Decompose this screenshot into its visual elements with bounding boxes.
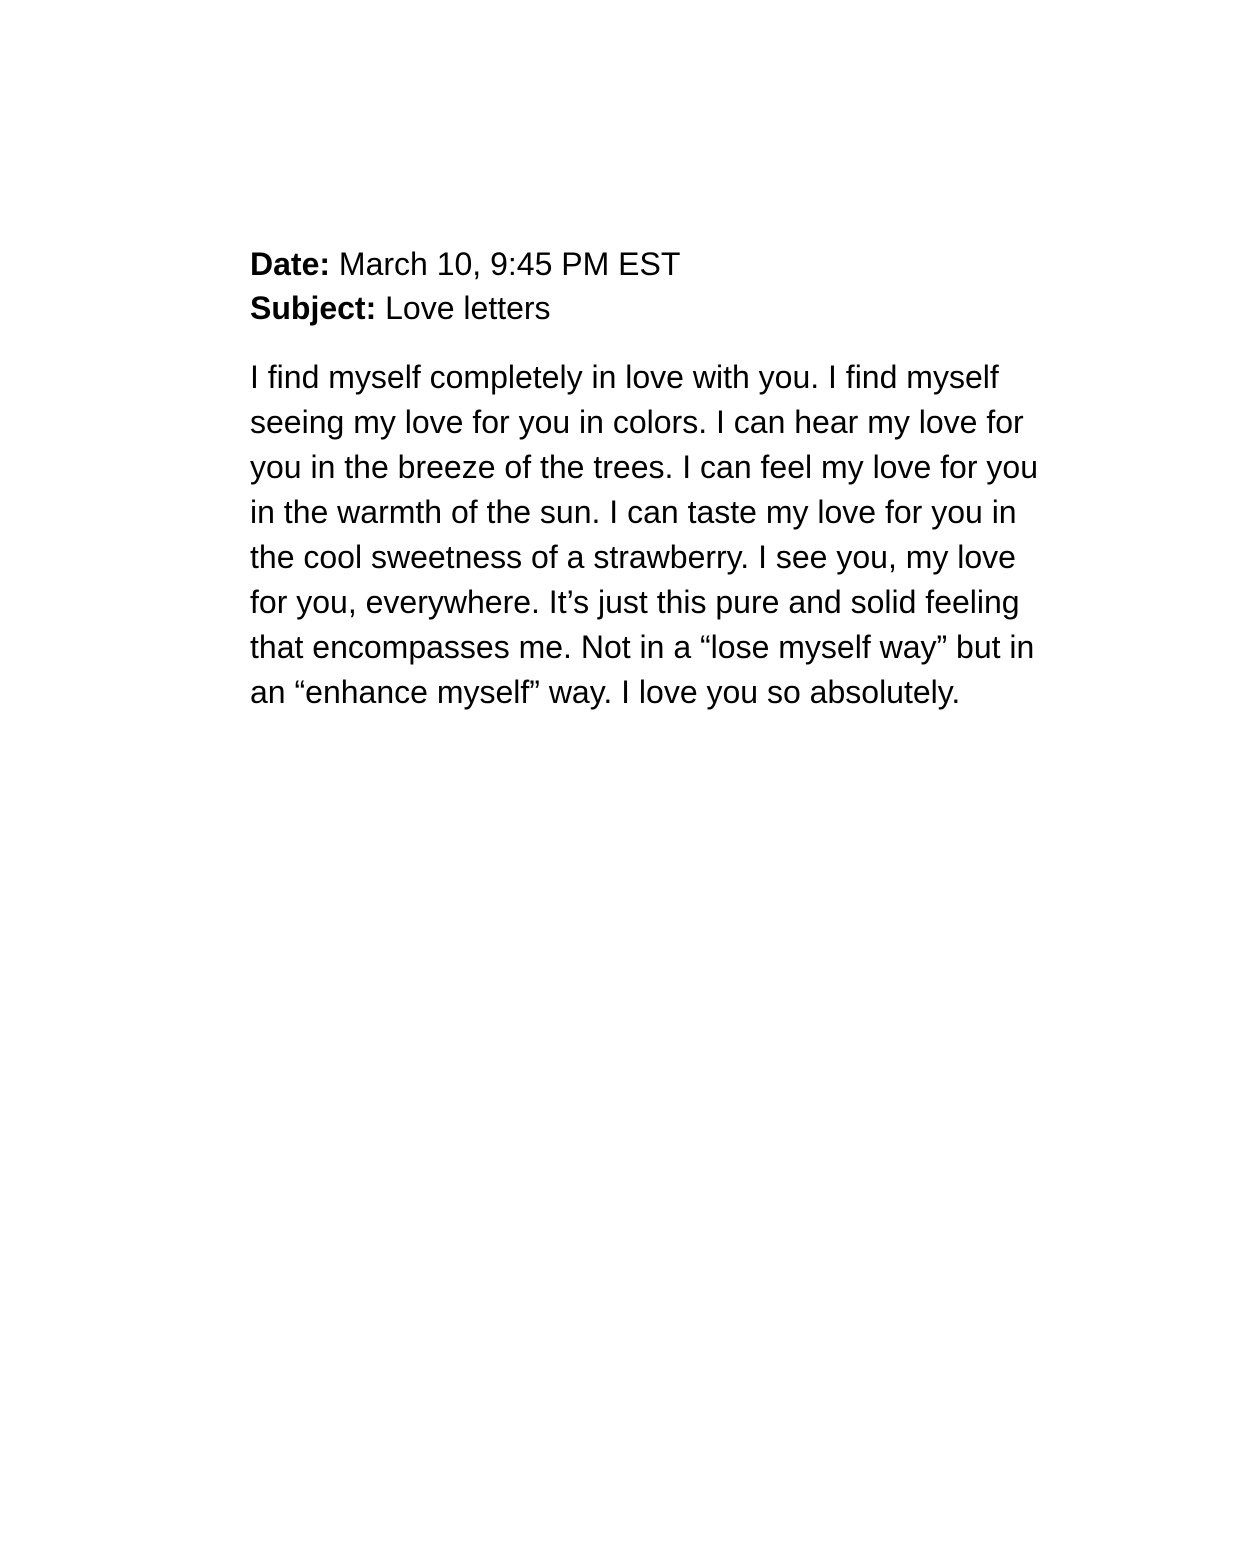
- date-label: Date:: [250, 246, 331, 282]
- date-line: [250, 242, 1080, 286]
- date-value: March 10, 9:45 PM EST: [338, 246, 681, 282]
- body-line: you in the breeze of the trees. I can feel my love for you: [250, 449, 1038, 485]
- letter-body: [250, 355, 1080, 715]
- body-line: that encompasses me. Not in a “lose myself way” but in: [250, 629, 1035, 665]
- subject-label: Subject:: [250, 290, 377, 326]
- subject-value: Love letters: [385, 290, 551, 326]
- body-line: in the warmth of the sun. I can taste my love for you in: [250, 494, 1017, 530]
- body-line: an “enhance myself” way. I love you so absolutely.: [250, 674, 961, 710]
- body-line: I find myself completely in love with you. I find myself: [250, 359, 999, 395]
- body-line: for you, everywhere. It’s just this pure and solid feeling: [250, 584, 1020, 620]
- body-line: the cool sweetness of a strawberry. I see you, my love: [250, 539, 1016, 575]
- letter-content: [250, 242, 1080, 715]
- body-line: seeing my love for you in colors. I can hear my love for: [250, 404, 1024, 440]
- subject-line: [250, 286, 1080, 330]
